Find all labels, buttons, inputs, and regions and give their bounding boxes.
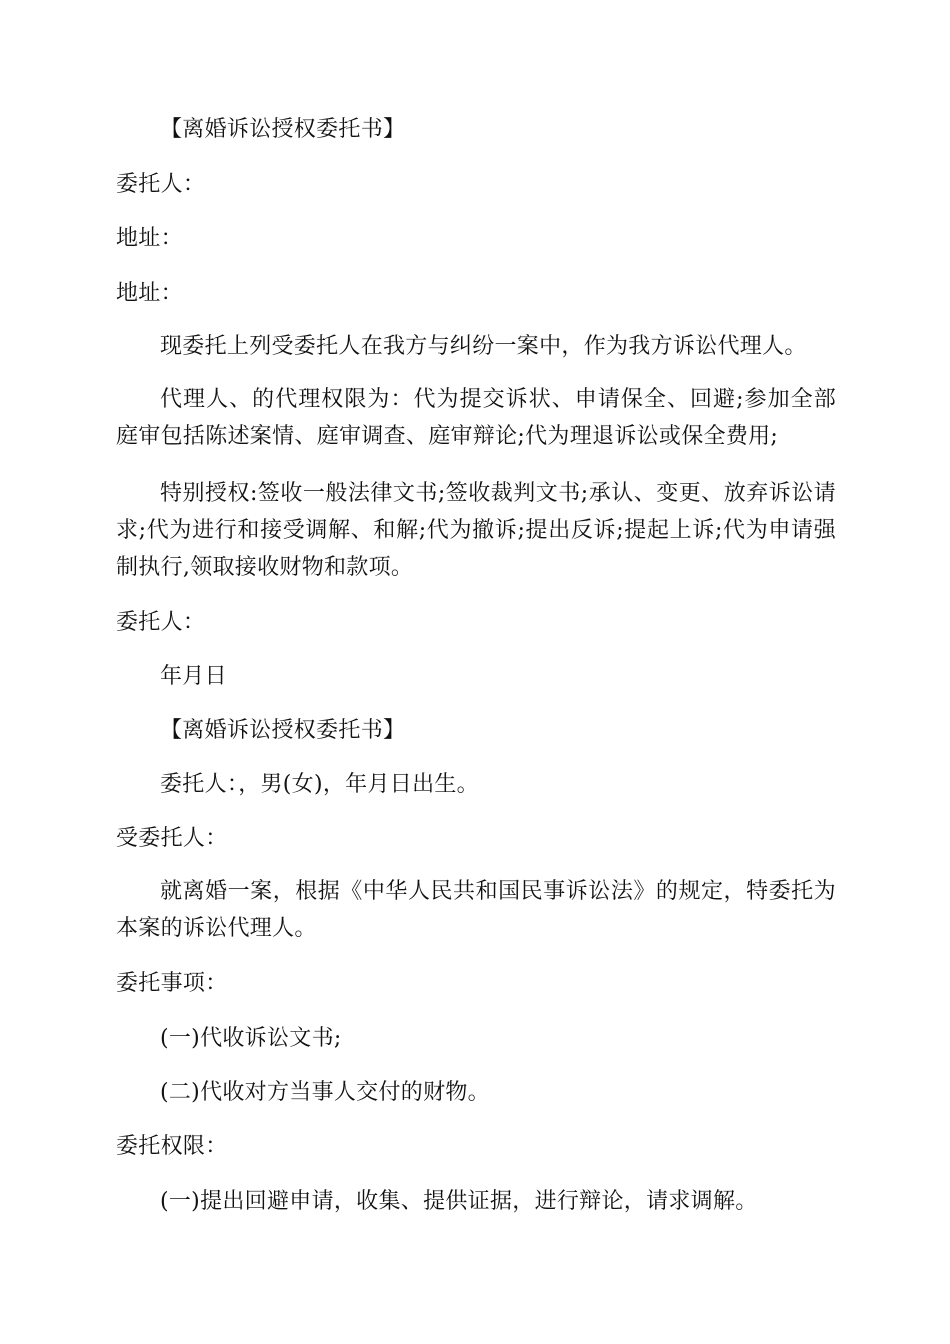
principal-label: 委托人： bbox=[116, 172, 206, 197]
list-item: (一)代收诉讼文书; bbox=[160, 1026, 342, 1051]
date-line: 年月日 bbox=[160, 664, 227, 689]
document-title-2: 【离婚诉讼授权委托书】 bbox=[160, 718, 406, 743]
paragraph-special-authorization: 特别授权:签收一般法律文书;签收裁判文书;承认、变更、放弃诉讼请求;代为进行和接受调解、和解;代为撤诉;提出反诉;提起上诉;代为申请强制执行,领取接收财物和款项。 bbox=[116, 481, 836, 580]
document-title: 【离婚诉讼授权委托书】 bbox=[160, 117, 406, 142]
list-item: (二)代收对方当事人交付的财物。 bbox=[160, 1080, 490, 1105]
agent-label: 受委托人： bbox=[116, 826, 228, 851]
principal-info: 委托人：，男(女)，年月日出生。 bbox=[160, 772, 479, 797]
principal-signature-label: 委托人： bbox=[116, 610, 206, 635]
entrusted-matters-label: 委托事项： bbox=[116, 971, 228, 996]
address-label: 地址： bbox=[116, 281, 183, 306]
authority-label: 委托权限： bbox=[116, 1134, 228, 1159]
paragraph: 现委托上列受委托人在我方与纠纷一案中，作为我方诉讼代理人。 bbox=[160, 334, 807, 359]
list-item: (一)提出回避申请，收集、提供证据，进行辩论，请求调解。 bbox=[160, 1189, 758, 1214]
address-label: 地址： bbox=[116, 226, 183, 251]
paragraph-agency-scope: 代理人、的代理权限为：代为提交诉状、申请保全、回避;参加全部庭审包括陈述案情、庭审调查、庭审辩论;代为理退诉讼或保全费用; bbox=[116, 387, 836, 449]
paragraph-appointment: 就离婚一案，根据《中华人民共和国民事诉讼法》的规定，特委托为本案的诉讼代理人。 bbox=[116, 879, 836, 941]
